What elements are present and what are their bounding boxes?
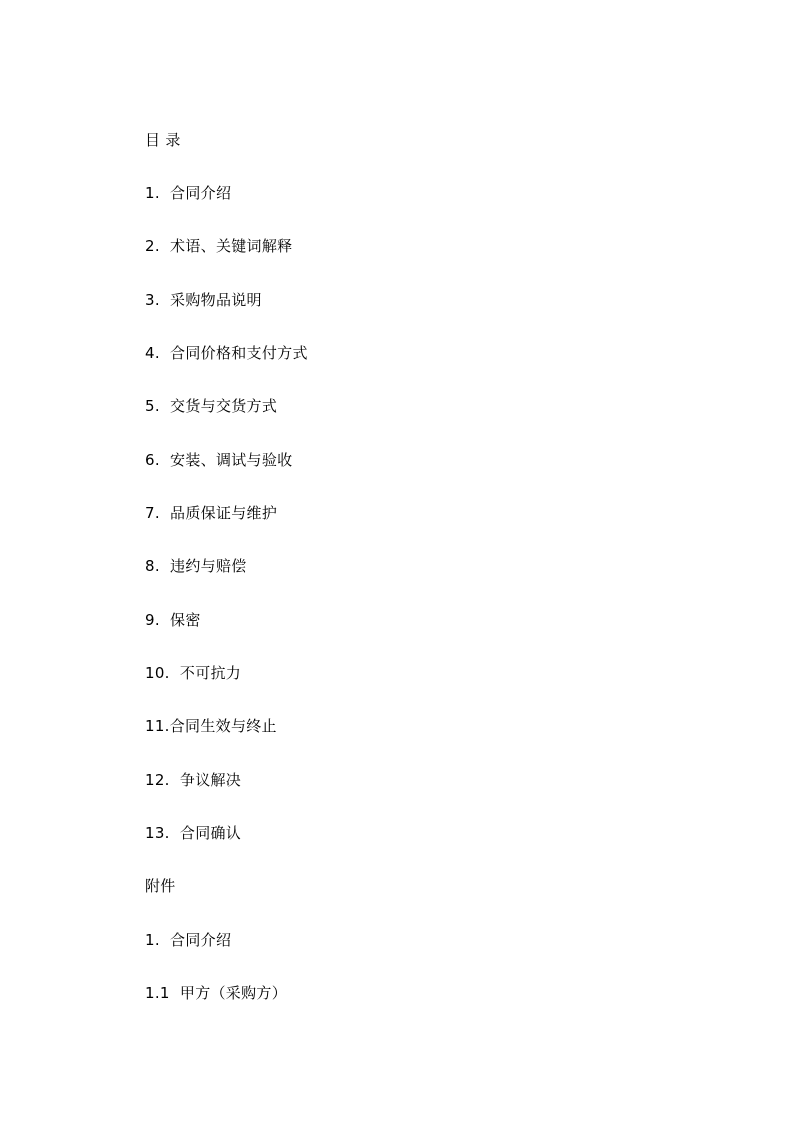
toc-item-8: 8. 违约与赔偿 — [145, 557, 247, 575]
toc-item-3: 3. 采购物品说明 — [145, 291, 262, 309]
toc-attachment: 附件 — [145, 877, 176, 895]
toc-item-11: 11.合同生效与终止 — [145, 717, 277, 735]
toc-item-2: 2. 术语、关键词解释 — [145, 237, 293, 255]
toc-item-12: 12. 争议解决 — [145, 771, 242, 789]
toc-item-6: 6. 安装、调试与验收 — [145, 451, 293, 469]
section-heading: 1. 合同介绍 — [145, 931, 232, 949]
toc-item-7: 7. 品质保证与维护 — [145, 504, 278, 522]
subsection-heading: 1.1 甲方（采购方） — [145, 984, 287, 1002]
toc-item-4: 4. 合同价格和支付方式 — [145, 344, 308, 362]
toc-title: 目 录 — [145, 131, 181, 149]
toc-item-13: 13. 合同确认 — [145, 824, 242, 842]
toc-item-1: 1. 合同介绍 — [145, 184, 232, 202]
toc-item-10: 10. 不可抗力 — [145, 664, 242, 682]
toc-item-9: 9. 保密 — [145, 611, 201, 629]
toc-item-5: 5. 交货与交货方式 — [145, 397, 278, 415]
